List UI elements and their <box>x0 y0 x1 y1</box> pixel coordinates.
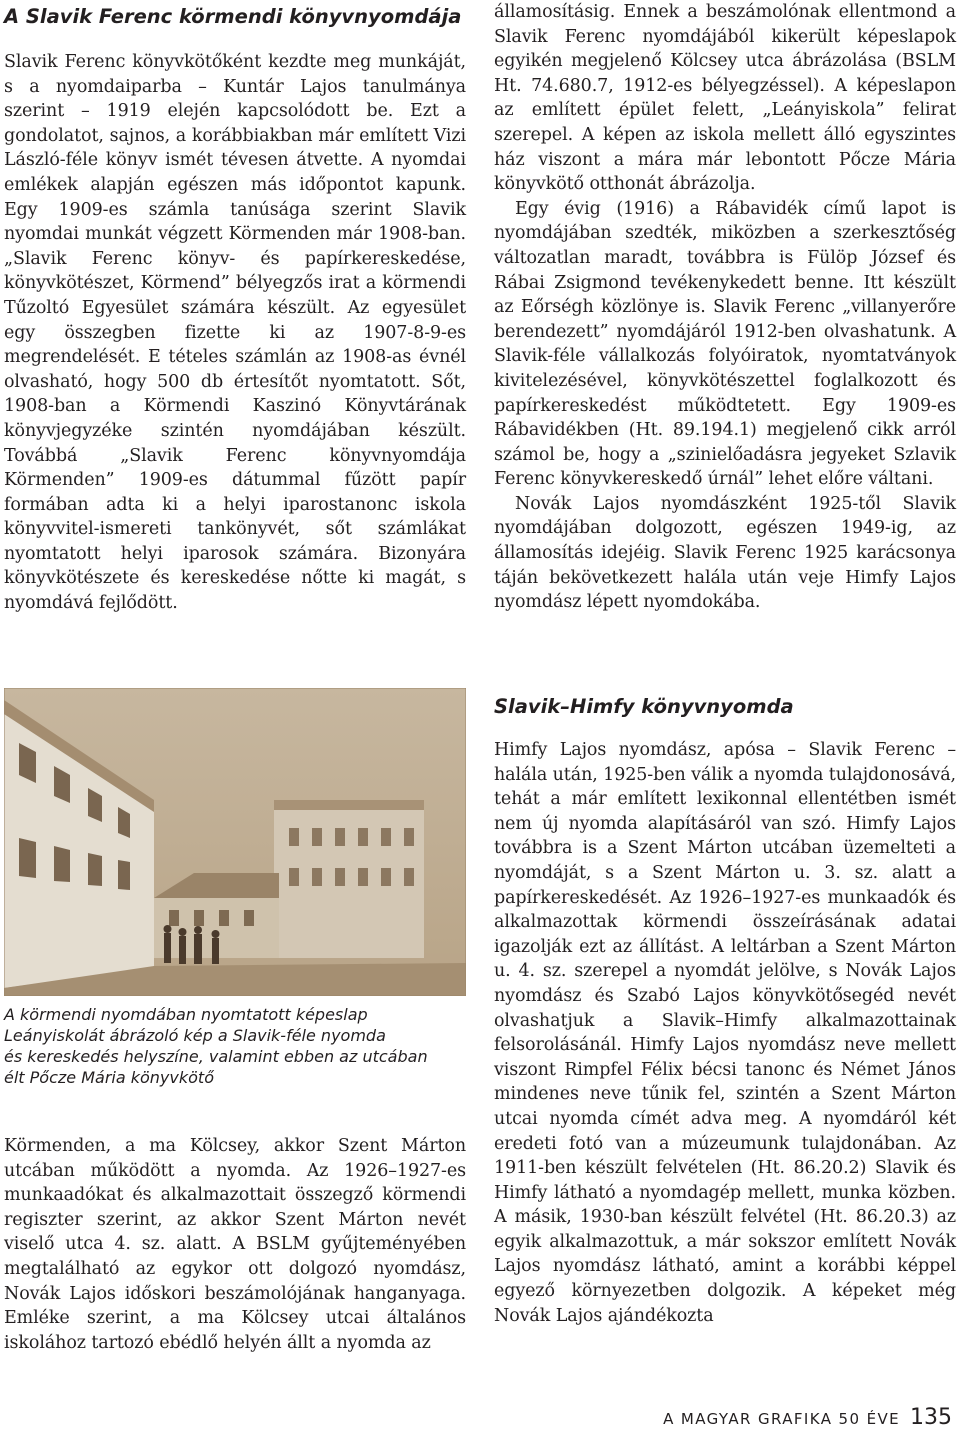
caption-line: élt Pőcze Mária könyvkötő <box>4 1068 214 1087</box>
paragraph: államosításig. Ennek a beszámolónak ellentmond a Slavik Ferenc nyomdájából kikerült képeslapok egyikén megjelenő Kölcsey utca ábrázolása (BSLM Ht. 74.680.7, 1912-es bélyegzéssel). A képeslapon az említett épület felett, „Leányiskola” felirat szerepel. A képen az iskola mellett álló egyszintes ház viszont a mára már lebontott Pőcze Mária könyvkötő otthonát ábrázolja. <box>494 2 956 195</box>
paragraph: Himfy Lajos nyomdász, apósa – Slavik Ferenc – halála után, 1925-ben válik a nyomda tulajdonosává, tehát a már említett lexikonnal ellentétben ismét nem új nyomda alapításáról van szó. Himfy Lajos továbbra is a Szent Márton utcában üzemelteti a nyomdáját, s a Szent Márton u. 3. sz. alatt a papírkereskedését. Az 1926–1927-es munkaadók és alkalmazottak körmendi összeírásának adatai igazolják ezt az állítást. A leltárban a Szent Márton u. 4. sz. szerepel a nyomdát jelölve, s Novák Lajos nyomdász és Szabó Lajos könyvkötősegéd nevét olvashatjuk a Slavik–Himfy alkalmazottainak felsorolásánál. Himfy Lajos nyomdász neve mellett viszont Rimpfel Félix bécsi tanonc és Német János mindenes neve tűnik fel, szintén a Szent Márton utcai nyomda címét adva meg. A nyomdáról két eredeti fotó van a múzeumunk tulajdonában. Az 1911-ben készült felvételen (Ht. 86.20.2) Slavik és Himfy látható a nyomdagép mellett, munka közben. A másik, 1930-ban készült felvétel (Ht. 86.20.3) az egyik alkalmazottuk, a már sokszor említett Novák Lajos nyomdász látható, amint a korábbi képpel egyező környezetben dolgozik. A képeket még Novák Lajos ajándékozta <box>494 740 956 1326</box>
left-column-continued <box>4 1134 466 1355</box>
figure-caption <box>4 1004 466 1088</box>
postcard-photo <box>4 688 466 996</box>
caption-line: és kereskedés helyszíne, valamint ebben az utcában <box>4 1047 428 1066</box>
paragraph: Körmenden, a ma Kölcsey, akkor Szent Márton utcában működött a nyomda. Az 1926–1927-es munkaadókat és alkalmazottait összegző körmendi regiszter szerint, az akkor Szent Márton nevét viselő utca 4. sz. alatt. A BSLM gyűjteményében megtalálható az egykor ott dolgozó nyomdász, Novák Lajos időskori beszámolójának hanganyaga. Emléke szerint, a ma Kölcsey utcai általános iskolához tartozó ebédlő helyén állt a nyomda az <box>4 1136 466 1353</box>
caption-line: A körmendi nyomdában nyomtatott képeslap <box>4 1005 368 1024</box>
paragraph: Slavik Ferenc könyvkötőként kezdte meg munkáját, s a nyomdaiparba – Kuntár Lajos tanulmánya szerint – 1919 elején kapcsolódott be. Ezt a gondolatot, sajnos, a korábbiakban már említett Vizi László-féle könyv ismét tévesen átvette. A nyomdai emlékek alapján egészen más időpontot kapunk. Egy 1909-es számla tanúsága szerint Slavik nyomdai munkát végzett Körmenden már 1908-ban. „Slavik Ferenc könyv- és papírkereskedése, könyvkötészet, Körmend” bélyegzős irat a körmendi Tűzoltó Egyesület számára készült. Az egyesület egy összegben fizette ki az 1907-8-9-es megrendelését. E tételes számlán az 1908-as évnél olvasható, hogy 500 db értesítőt nyomtatott. Sőt, 1908-ban a Körmendi Kaszinó Könyvtárának könyvjegyzéke szintén nyomdájában készült. Továbbá „Slavik Ferenc könyvnyomdája Körmenden” 1909-es dátummal fűzött papír formában adta ki a helyi iparostanonc iskola könyvvitel-ismereti tankönyvét, sőt számlákat nyomtatott helyi iparosok számára. Bizonyára könyvkötészete és kereskedése nőtte ki magát, s nyomdává fejlődött. <box>4 52 466 614</box>
running-title: A MAGYAR GRAFIKA 50 ÉVE <box>663 1410 900 1428</box>
paragraph: Novák Lajos nyomdászként 1925-től Slavik nyomdájában dolgozott, egészen 1949-ig, az államosítás idejéig. Slavik Ferenc 1925 karácsonya táján bekövetkezett halála után veje Himfy Lajos nyomdász lépett nyomdokába. <box>494 493 956 613</box>
paragraph: Egy évig (1916) a Rábavidék című lapot is nyomdájában szedték, miközben a szerkesztőség változatlan maradt, továbbra is Fülöp József és Rábai Zsigmond tevékenykedett benne. Itt készült az Eőrségh közlönye is. Slavik Ferenc „villanyerőre berendezett” nyomdájáról 1912-ben olvashatunk. A Slavik-féle vállalkozás folyóiratok, nyomtatványok kivitelezésével, könyvkötészettel foglalkozott és papírkereskedést működtetett. Egy 1909-es Rábavidékben (Ht. 89.194.1) megjelenő cikk arról számol be, hogy a „szinielőadásra jegyeket Szlavik Ferenc könyvkereskedő úrnál” lehet előre váltani. <box>494 198 956 490</box>
right-column-section <box>494 694 956 1328</box>
page-footer <box>663 1405 952 1431</box>
section-heading-slavik-himfy: Slavik–Himfy könyvnyomda <box>494 695 794 718</box>
postcard-image-icon <box>4 688 466 996</box>
right-column <box>494 0 956 615</box>
caption-line: Leányiskolát ábrázoló kép a Slavik-féle nyomda <box>4 1026 386 1045</box>
left-column <box>4 4 466 616</box>
page-number: 135 <box>910 1405 952 1430</box>
section-heading-slavik: A Slavik Ferenc körmendi könyvnyomdája <box>4 5 462 28</box>
